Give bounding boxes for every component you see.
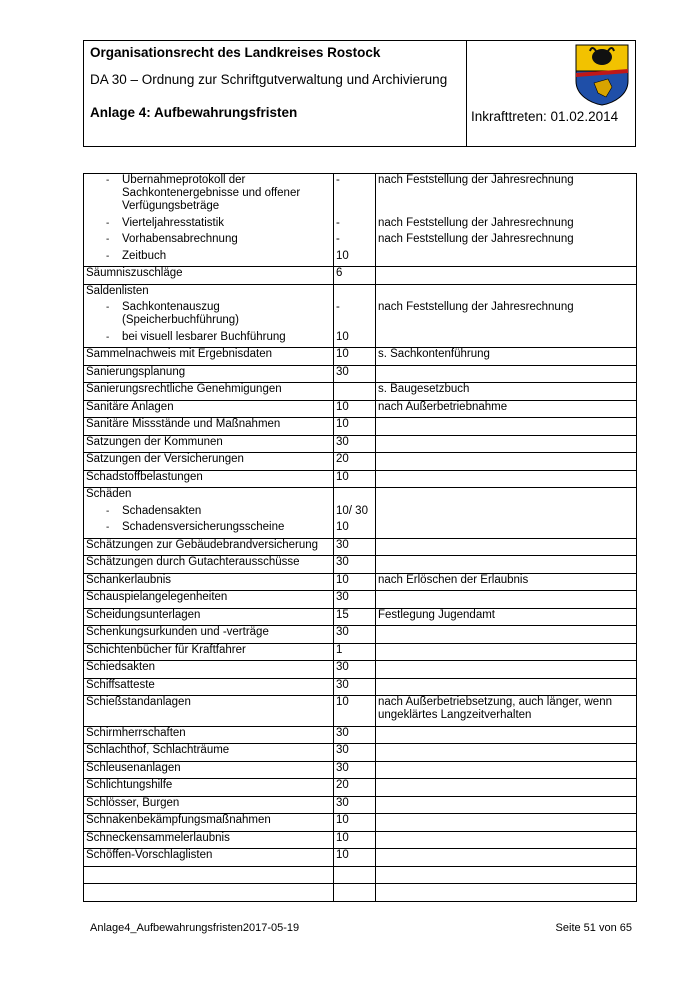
cell-retention-years — [334, 331, 376, 348]
table-row — [84, 814, 637, 832]
frist-text: 1 — [336, 643, 343, 656]
cell-remark — [376, 301, 637, 331]
note-text: nach Feststellung der Jahresrechnung — [378, 301, 574, 313]
name-text: Schöffen-Vorschlaglisten — [86, 849, 213, 861]
cell-retention-years — [334, 400, 376, 418]
cell-retention-years — [334, 556, 376, 574]
cell-retention-years — [334, 726, 376, 744]
cell-designation — [84, 418, 334, 436]
table-row — [84, 284, 637, 301]
cell-designation — [84, 435, 334, 453]
name-text: Schlösser, Burgen — [86, 796, 180, 809]
cell-retention-years — [334, 744, 376, 762]
cell-retention-years — [334, 884, 376, 902]
name-text: Sanitäre Missstände und Maßnahmen — [86, 418, 281, 430]
name-text: Schleusenanlagen — [86, 761, 181, 774]
cell-designation — [84, 538, 334, 556]
cell-designation — [84, 453, 334, 471]
note-text: Festlegung Jugendamt — [378, 608, 495, 621]
cell-retention-years — [334, 678, 376, 696]
note-text: nach Außerbetriebsetzung, auch länger, wenn ungeklärtes Langzeitverhalten — [378, 696, 612, 721]
frist-text: - — [336, 216, 340, 229]
name-text: Schauspielangelegenheiten — [86, 591, 228, 603]
name-text: - Zeitbuch — [122, 249, 167, 262]
name-text: - bei visuell lesbarer Buchführung — [122, 330, 286, 343]
frist-text: 30 — [336, 661, 349, 673]
frist-text: 30 — [336, 761, 349, 774]
cell-remark — [376, 779, 637, 797]
cell-remark — [376, 814, 637, 832]
cell-retention-years — [334, 365, 376, 383]
table-row — [84, 779, 637, 797]
cell-remark — [376, 796, 637, 814]
cell-retention-years — [334, 435, 376, 453]
name-text: Schneckensammelerlaubnis — [86, 831, 230, 844]
organisation-title: Organisationsrecht des Landkreises Rostock — [90, 45, 381, 60]
cell-retention-years — [334, 470, 376, 488]
cell-designation — [84, 400, 334, 418]
name-text: - Vorhabensabrechnung — [122, 233, 238, 245]
frist-text: 10 — [336, 348, 349, 360]
frist-text: 10 — [336, 696, 349, 708]
name-text: - Schadensversicherungsscheine — [122, 521, 285, 533]
cell-remark — [376, 849, 637, 867]
table-row — [84, 250, 637, 267]
cell-retention-years — [334, 814, 376, 832]
cell-retention-years — [334, 505, 376, 522]
table-row — [84, 521, 637, 538]
frist-text: 30 — [336, 435, 349, 448]
table-row — [84, 331, 637, 348]
table-row — [84, 744, 637, 762]
cell-retention-years — [334, 849, 376, 867]
cell-remark — [376, 488, 637, 505]
note-text: nach Erlöschen der Erlaubnis — [378, 573, 529, 586]
cell-remark — [376, 365, 637, 383]
cell-designation — [84, 383, 334, 401]
cell-remark — [376, 418, 637, 436]
table-row — [84, 591, 637, 609]
frist-text: 30 — [336, 591, 349, 603]
table-row — [84, 696, 637, 727]
cell-retention-years — [334, 521, 376, 538]
frist-text: 30 — [336, 796, 349, 809]
cell-designation — [84, 626, 334, 644]
cell-retention-years — [334, 591, 376, 609]
cell-remark — [376, 435, 637, 453]
header-divider — [466, 41, 467, 146]
cell-designation — [84, 301, 334, 331]
note-text: nach Feststellung der Jahresrechnung — [378, 174, 574, 186]
table-row — [84, 217, 637, 234]
table-row — [84, 831, 637, 849]
retention-table — [83, 173, 637, 902]
cell-retention-years — [334, 573, 376, 591]
cell-designation — [84, 521, 334, 538]
frist-text: 10 — [336, 521, 349, 533]
frist-text: 30 — [336, 556, 349, 568]
frist-text: 10/ 30 — [336, 504, 368, 517]
name-text: Schirmherrschaften — [86, 726, 186, 739]
cell-remark — [376, 284, 637, 301]
table-row — [84, 678, 637, 696]
cell-retention-years — [334, 284, 376, 301]
frist-text: - — [336, 233, 340, 245]
cell-retention-years — [334, 608, 376, 626]
name-text: Schätzungen durch Gutachterausschüsse — [86, 556, 300, 568]
table-row — [84, 505, 637, 522]
table-row — [84, 488, 637, 505]
frist-text: - — [336, 174, 340, 186]
cell-retention-years — [334, 626, 376, 644]
cell-remark — [376, 831, 637, 849]
cell-remark — [376, 744, 637, 762]
note-text: nach Feststellung der Jahresrechnung — [378, 216, 574, 229]
name-text: Sammelnachweis mit Ergebnisdaten — [86, 348, 273, 360]
cell-remark — [376, 573, 637, 591]
name-text: - Vierteljahresstatistik — [122, 216, 225, 229]
table-row — [84, 233, 637, 250]
cell-designation — [84, 761, 334, 779]
frist-text: 30 — [336, 538, 349, 551]
frist-text: 30 — [336, 678, 349, 691]
cell-remark — [376, 661, 637, 679]
cell-designation — [84, 267, 334, 285]
frist-text: 30 — [336, 626, 349, 638]
name-text: Sanierungsplanung — [86, 365, 186, 378]
cell-remark — [376, 643, 637, 661]
note-text: nach Feststellung der Jahresrechnung — [378, 233, 574, 245]
cell-designation — [84, 726, 334, 744]
name-text: Scheidungsunterlagen — [86, 608, 201, 621]
cell-retention-years — [334, 796, 376, 814]
cell-remark — [376, 521, 637, 538]
document-header — [83, 40, 636, 147]
cell-retention-years — [334, 301, 376, 331]
name-text: Schadstoffbelastungen — [86, 470, 203, 483]
frist-text: 10 — [336, 249, 349, 262]
table-row — [84, 418, 637, 436]
cell-retention-years — [334, 453, 376, 471]
name-text: Schankerlaubnis — [86, 573, 172, 586]
table-row — [84, 435, 637, 453]
frist-text: 10 — [336, 400, 349, 413]
cell-remark — [376, 331, 637, 348]
frist-text: 10 — [336, 814, 349, 826]
cell-remark — [376, 556, 637, 574]
table-row — [84, 556, 637, 574]
table-row — [84, 726, 637, 744]
cell-remark — [376, 250, 637, 267]
frist-text: 15 — [336, 608, 349, 621]
cell-remark — [376, 348, 637, 366]
note-text: nach Außerbetriebnahme — [378, 400, 508, 413]
cell-designation — [84, 849, 334, 867]
cell-designation — [84, 744, 334, 762]
table-row — [84, 608, 637, 626]
table-row — [84, 573, 637, 591]
frist-text: 10 — [336, 573, 349, 586]
cell-designation — [84, 866, 334, 884]
cell-remark — [376, 726, 637, 744]
cell-retention-years — [334, 538, 376, 556]
cell-remark — [376, 538, 637, 556]
name-text: Schiffsatteste — [86, 678, 155, 691]
cell-designation — [84, 250, 334, 267]
cell-designation — [84, 505, 334, 522]
cell-designation — [84, 348, 334, 366]
cell-remark — [376, 626, 637, 644]
cell-designation — [84, 884, 334, 902]
frist-text: 20 — [336, 779, 349, 791]
cell-retention-years — [334, 643, 376, 661]
name-text: Saldenlisten — [86, 284, 149, 297]
cell-remark — [376, 383, 637, 401]
table-row — [84, 174, 637, 217]
frist-text: 10 — [336, 831, 349, 844]
cell-retention-years — [334, 233, 376, 250]
table-row — [84, 643, 637, 661]
name-text: - Schadensakten — [122, 504, 202, 517]
cell-remark — [376, 678, 637, 696]
cell-remark — [376, 174, 637, 217]
footer-filename: Anlage4_Aufbewahrungsfristen2017-05-19 — [90, 922, 300, 934]
table-row — [84, 267, 637, 285]
cell-remark — [376, 884, 637, 902]
table-row — [84, 626, 637, 644]
table-row — [84, 761, 637, 779]
cell-retention-years — [334, 267, 376, 285]
cell-designation — [84, 643, 334, 661]
frist-text: 10 — [336, 849, 349, 861]
frist-text: 10 — [336, 330, 349, 343]
coat-of-arms-icon — [574, 43, 630, 107]
table-row — [84, 400, 637, 418]
cell-designation — [84, 831, 334, 849]
cell-designation — [84, 284, 334, 301]
cell-designation — [84, 591, 334, 609]
table-row — [84, 365, 637, 383]
name-text: Schätzungen zur Gebäudebrandversicherung — [86, 538, 319, 551]
cell-retention-years — [334, 661, 376, 679]
directive-title: DA 30 – Ordnung zur Schriftgutverwaltung und Archivierung — [90, 72, 448, 87]
frist-text: 10 — [336, 470, 349, 483]
cell-retention-years — [334, 250, 376, 267]
cell-remark — [376, 608, 637, 626]
name-text: Sanierungsrechtliche Genehmigungen — [86, 383, 282, 395]
name-text: Säumniszuschläge — [86, 267, 183, 279]
table-row — [84, 453, 637, 471]
cell-remark — [376, 591, 637, 609]
cell-designation — [84, 796, 334, 814]
cell-retention-years — [334, 217, 376, 234]
frist-text: - — [336, 301, 340, 313]
name-text: Satzungen der Kommunen — [86, 435, 223, 448]
cell-designation — [84, 661, 334, 679]
cell-designation — [84, 470, 334, 488]
cell-remark — [376, 400, 637, 418]
note-text: s. Baugesetzbuch — [378, 383, 470, 395]
frist-text: 30 — [336, 726, 349, 739]
cell-remark — [376, 696, 637, 727]
appendix-title: Anlage 4: Aufbewahrungsfristen — [90, 105, 298, 120]
cell-remark — [376, 505, 637, 522]
name-text: Sanitäre Anlagen — [86, 400, 174, 413]
cell-designation — [84, 488, 334, 505]
frist-text: 30 — [336, 365, 349, 378]
cell-designation — [84, 814, 334, 832]
cell-designation — [84, 556, 334, 574]
cell-designation — [84, 608, 334, 626]
table-row — [84, 301, 637, 331]
footer-page-number: Seite 51 von 65 — [555, 922, 632, 934]
name-text: Schäden — [86, 488, 132, 500]
cell-remark — [376, 866, 637, 884]
cell-remark — [376, 470, 637, 488]
name-text: Schlichtungshilfe — [86, 779, 173, 791]
cell-designation — [84, 217, 334, 234]
cell-retention-years — [334, 348, 376, 366]
frist-text: 30 — [336, 744, 349, 756]
cell-retention-years — [334, 866, 376, 884]
name-text: Satzungen der Versicherungen — [86, 453, 244, 465]
cell-designation — [84, 233, 334, 250]
table-row — [84, 796, 637, 814]
name-text: - Übernahmeprotokoll der Sachkontenergebnisse und offener Verfügungsbeträge — [122, 174, 301, 212]
cell-remark — [376, 453, 637, 471]
table-row — [84, 661, 637, 679]
cell-retention-years — [334, 174, 376, 217]
name-text: Schichtenbücher für Kraftfahrer — [86, 643, 246, 656]
cell-designation — [84, 573, 334, 591]
name-text: - Sachkontenauszug (Speicherbuchführung) — [122, 301, 239, 326]
cell-designation — [84, 779, 334, 797]
cell-designation — [84, 174, 334, 217]
cell-remark — [376, 267, 637, 285]
cell-retention-years — [334, 779, 376, 797]
cell-retention-years — [334, 418, 376, 436]
frist-text: 20 — [336, 453, 349, 465]
name-text: Schnakenbekämpfungsmaßnahmen — [86, 814, 271, 826]
cell-retention-years — [334, 831, 376, 849]
table-row — [84, 348, 637, 366]
frist-text: 6 — [336, 267, 343, 279]
cell-designation — [84, 365, 334, 383]
cell-remark — [376, 233, 637, 250]
name-text: Schießstandanlagen — [86, 696, 191, 708]
cell-designation — [84, 696, 334, 727]
cell-remark — [376, 761, 637, 779]
cell-retention-years — [334, 488, 376, 505]
cell-designation — [84, 331, 334, 348]
table-row — [84, 383, 637, 401]
name-text: Schlachthof, Schlachträume — [86, 744, 230, 756]
effective-date: Inkrafttreten: 01.02.2014 — [471, 109, 619, 124]
table-row — [84, 470, 637, 488]
table-row — [84, 849, 637, 867]
name-text: Schenkungsurkunden und -verträge — [86, 626, 269, 638]
name-text: Schiedsakten — [86, 661, 156, 673]
table-row — [84, 884, 637, 902]
cell-retention-years — [334, 383, 376, 401]
cell-retention-years — [334, 761, 376, 779]
cell-remark — [376, 217, 637, 234]
table-row — [84, 866, 637, 884]
table-row — [84, 538, 637, 556]
frist-text: 10 — [336, 418, 349, 430]
cell-designation — [84, 678, 334, 696]
cell-retention-years — [334, 696, 376, 727]
note-text: s. Sachkontenführung — [378, 348, 490, 360]
